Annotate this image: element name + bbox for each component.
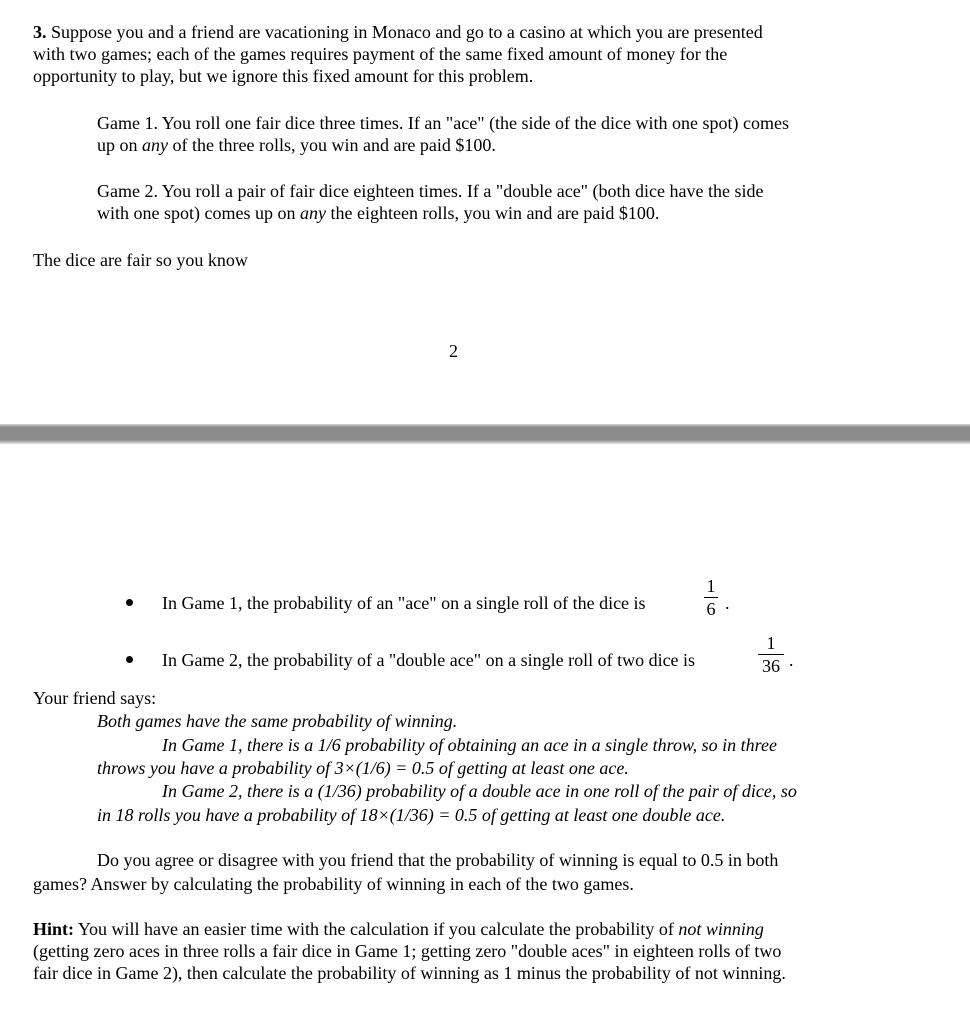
bullet-2-numerator: 1 (766, 633, 776, 653)
intro-line-3: opportunity to play, but we ignore this fixed amount for this problem. (33, 66, 534, 86)
hint-line-3: fair dice in Game 2), then calculate the probability of winning as 1 minus the probability of not winning. (33, 963, 786, 983)
page-break-divider (0, 424, 970, 444)
bullet-1-dot (126, 599, 133, 606)
friend-game1-line-1: In Game 1, there is a 1/6 probability of obtaining an ace in a single throw, so in three (162, 735, 777, 755)
bullet-1-end: . (725, 593, 730, 613)
game1-line-2-pre: up on (97, 135, 142, 155)
game1-line-2-post: of the three rolls, you win and are paid $100. (168, 135, 496, 155)
hint-line-1-em: not winning (678, 919, 764, 939)
bullet-1-numerator: 1 (706, 576, 716, 596)
fraction-bar (704, 597, 718, 598)
friend-claim: Both games have the same probability of winning. (97, 711, 458, 731)
page-upper (0, 0, 970, 424)
hint-block (33, 918, 786, 984)
bullet-1-fraction (704, 576, 718, 619)
friend-game1-line-2: throws you have a probability of 3×(1/6) = 0.5 of getting at least one ace. (97, 758, 629, 778)
hint-line-1-pre: You will have an easier time with the calculation if you calculate the probability of (74, 919, 679, 939)
game2-line-1: Game 2. You roll a pair of fair dice eighteen times. If a "double ace" (both dice have the side (97, 181, 764, 201)
question-line-1: Do you agree or disagree with you friend that the probability of winning is equal to 0.5 in both (97, 850, 779, 870)
bullet-2-fraction (758, 633, 784, 676)
intro-line-1: Suppose you and a friend are vacationing in Monaco and go to a casino at which you are presented (51, 22, 763, 42)
page-lower (0, 444, 970, 1024)
page-number: 2 (449, 341, 458, 361)
bullet-1-text: In Game 1, the probability of an "ace" on a single roll of the dice is (162, 593, 646, 613)
bullet-2-text: In Game 2, the probability of a "double ace" on a single roll of two dice is (162, 650, 696, 670)
fraction-bar (758, 654, 784, 655)
intro-line-2: with two games; each of the games requires payment of the same fixed amount of money for the (33, 44, 728, 64)
hint-line-2: (getting zero aces in three rolls a fair dice in Game 1; getting zero "double aces" in eighteen rolls of two (33, 941, 782, 961)
game2-description (97, 180, 763, 224)
problem-number: 3. (33, 22, 47, 42)
dice-fair-statement: The dice are fair so you know (33, 250, 248, 270)
friend-game2-line-2: in 18 rolls you have a probability of 18×(1/36) = 0.5 of getting at least one double ace. (97, 805, 726, 825)
friend-game2-line-1: In Game 2, there is a (1/36) probability of a double ace in one roll of the pair of dice, so (162, 781, 797, 801)
bullet-2-end: . (789, 650, 794, 670)
bullet-2-denominator: 36 (762, 656, 780, 676)
game1-line-1: Game 1. You roll one fair dice three times. If an "ace" (the side of the dice with one spot) comes (97, 113, 789, 133)
friend-says-label: Your friend says: (33, 688, 157, 708)
question-line-2: games? Answer by calculating the probability of winning in each of the two games. (33, 874, 634, 894)
bullet-1-denominator: 6 (706, 599, 716, 619)
game1-description (97, 112, 789, 156)
hint-label: Hint: (33, 919, 75, 939)
game1-line-2-em: any (142, 135, 168, 155)
problem-intro (33, 21, 763, 87)
game2-line-2-pre: with one spot) comes up on (97, 203, 300, 223)
bullet-2-dot (126, 656, 133, 663)
game2-line-2-em: any (299, 203, 326, 223)
game2-line-2-post: the eighteen rolls, you win and are paid $100. (325, 203, 660, 223)
